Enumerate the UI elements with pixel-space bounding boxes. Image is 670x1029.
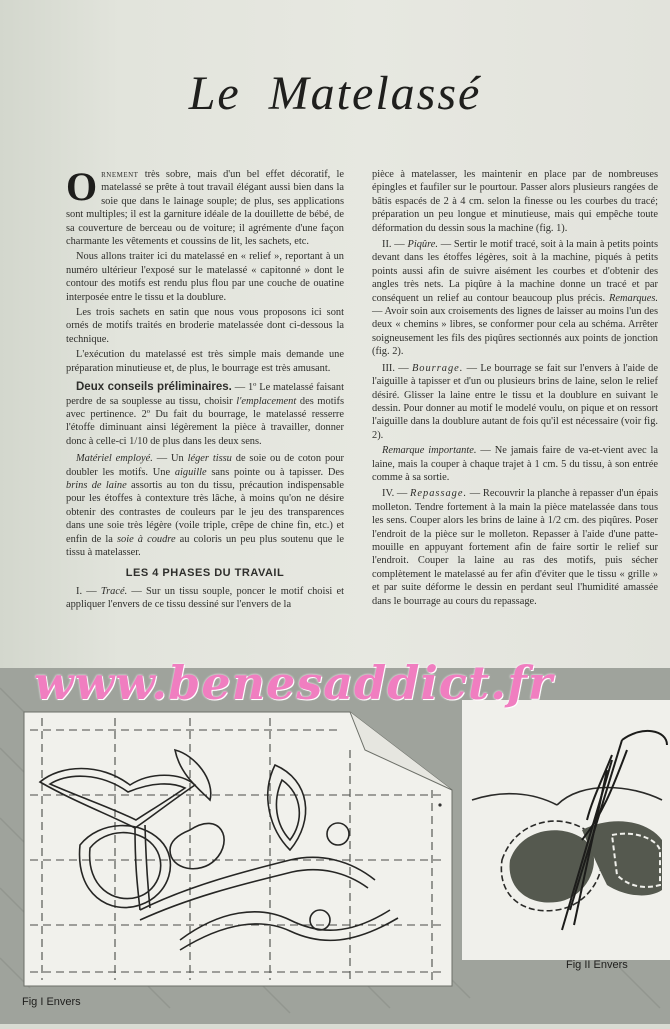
conseils-text-a: — 1º Le matelassé faisant perdre de sa souplesse au tissu, choisir: [66, 382, 344, 407]
intro-smallcaps: rnement: [101, 169, 139, 180]
left-column: [66, 164, 344, 614]
repassage-heading: Repassage.: [410, 488, 468, 500]
figure-2-drawing: [462, 700, 670, 960]
intro-paragraph: [66, 164, 344, 248]
right-column: [372, 168, 658, 610]
trace-number: I. —: [76, 585, 101, 597]
bourrage-number: III. —: [382, 362, 412, 374]
remarque-importante-heading: Remarque importante.: [382, 445, 477, 457]
materiel-text-g: assortis au ton du tissu, précaution indispensable pour les étoffes à contexture très lâche, à moins qu'on ne désire obtenir des contrastes de couleurs par le jeu des transparences dans une soie très légère (voile triple, crêpe de chine fin, etc.) et enfin de la: [66, 479, 344, 545]
repassage-text: — Recouvrir la planche à repasser d'un épais molleton. Tendre fortement à la main la pièce matelassée dans tous les sens. Couper alors les brins de laine à 1/2 cm. des piqûres. Poser l'endroit de la pièce sur le molleton. Repasser à l'aide d'une patte-mouille en appuyant fortement afin de faire sortir le relief sur l'endroit. Couper la laine au ras des motifs, puis sécher complètement le matelassé au fer afin d'éviter que le tissu « grille » et par suite déforme le dessin en perdant seul l'humidité amassée dans le bourrage au cours du repassage.: [372, 488, 659, 607]
materiel-em-soie: soie à coudre: [116, 533, 176, 545]
paragraph-execution: L'exécution du matelassé est très simple mais demande une préparation minutieuse et, de plus, le bourrage est très amusant.: [66, 349, 344, 374]
piqure-number: II. —: [382, 239, 408, 251]
remarques-text: — Avoir soin aux croisements des lignes de laisser au moins l'un des deux « chemins » libres, se conformer pour cela au schéma. Arrêter soigneusement les fils des piqûres sectionnés aux points de jonction (fig. 2).: [372, 306, 658, 358]
paragraph-trace: [66, 585, 344, 612]
trace-text: — Sur un tissu souple, poncer le motif choisi et appliquer l'envers de ce tissu dessiné sur l'envers de la: [66, 585, 344, 611]
watermark-url: www.benesaddict.fr: [34, 656, 554, 710]
repassage-number: IV. —: [382, 488, 411, 500]
remarque-importante-text: — Ne jamais faire de va-et-vient avec la laine, mais la couper à chaque trajet à 1 cm. 5 du tissu, à son entrée comme à sa sortie.: [372, 445, 658, 483]
paragraph-materiel: [66, 452, 344, 559]
paragraph-remarque-importante: [372, 444, 658, 484]
materiel-em-aiguille: aiguille: [174, 466, 207, 478]
remarques-heading: Remarques.: [609, 292, 658, 304]
page-title: [0, 66, 670, 121]
figure-2-svg: [462, 700, 670, 960]
piqure-text: — Sertir le motif tracé, soit à la main à petits points devant dans les étoffes légères, soit à la machine, piqués à petits points aussi afin de suivre aisément les courbes et d'obtenir des angles très nets. La piqûre à la machine donne un tracé et par conséquent un relief au contour beaucoup plus précis.: [372, 239, 658, 304]
title-word-le: Le: [188, 67, 241, 120]
materiel-em-tissu: léger tissu: [187, 453, 232, 465]
materiel-heading: Matériel employé.: [76, 453, 153, 465]
paragraph-continuation: pièce à matelasser, les maintenir en place par de nombreuses épingles et faufiler sur le pourtour. Passer alors plusieurs rangées de bâtis espacés de 2 à 4 cm. selon la finesse ou les courbes du tracé; préparation un peu longue et minutieuse, mais qui empêche toute déformation du dessin sous la machine (fig. 1).: [372, 169, 658, 234]
materiel-text-c: de soie ou de coton pour doubler les motifs. Une: [66, 453, 344, 478]
materiel-text-i: au coloris un peu plus soutenu que le tissu à matelasser.: [66, 533, 344, 558]
paragraph-conseils: [66, 381, 344, 448]
drop-cap: O: [66, 164, 98, 209]
materiel-text-e: sans pointe ou à tapisser. Des: [206, 466, 344, 478]
figure-1-drawing: [20, 710, 460, 988]
paragraph-repassage: [372, 487, 658, 608]
materiel-em-laine: brins de laine: [66, 479, 127, 491]
figure-1-svg: [20, 710, 460, 988]
bourrage-text: — Le bourrage se fait sur l'envers à l'aide de l'aiguille à tapisser et d'un ou plusieurs brins de laine, selon le relief désiré. Glisser la laine entre le tissu et la doublure en suivant le dessin. Pour donner au motif le modelé voulu, on pique et on ressort l'aiguille dans la doublure autant de fois qu'il est nécessaire (voir fig. 2).: [372, 362, 658, 441]
intro-text: très sobre, mais d'un bel effet décoratif, le matelassé se prête à tout travail élégant aussi bien dans la soie que dans le lainage souple; de plus, ses applications sont multiples; il est la garniture idéale de la douillette de bébé, de sa couverture de berceau ou de voiture; il agrémente d'une façon charmante les vêtements et coussins de lit, les sachets, etc.: [66, 169, 344, 248]
paragraph-relief: Nous allons traiter ici du matelassé en « relief », reportant à un numéro ultérieur l'exposé sur le matelassé « capitonné » dont le contour des motifs est rendu plus flou par une couche de ouatine interposée entre le tissu et la doublure.: [66, 251, 344, 303]
conseils-emphasis: l'emplacement: [236, 395, 297, 407]
piqure-heading: Piqûre.: [407, 239, 438, 251]
figure-2-caption: Fig II Envers: [566, 959, 628, 971]
title-word-matelasse: Matelassé: [268, 67, 482, 120]
phases-heading: LES 4 PHASES DU TRAVAIL: [125, 567, 285, 580]
paragraph-piqure: [372, 238, 658, 359]
conseils-heading: Deux conseils préliminaires.: [76, 381, 232, 394]
materiel-text-a: — Un: [152, 453, 188, 465]
bourrage-heading: Bourrage.: [411, 362, 464, 374]
conseils-text-b: des motifs avec pertinence. 2º Du fait du bourrage, le matelassé resserre l'étoffe diminuant ainsi légèrement la pièce à travailler, donner donc à celle-ci 1/10 de plus dans les deux sens.: [66, 395, 344, 447]
paragraph-sachets: Les trois sachets en satin que nous vous proposons ici sont ornés de motifs traités en broderie matelassée dont ci-dessous la technique.: [66, 307, 344, 345]
trace-heading: Tracé.: [100, 585, 128, 597]
figure-1-caption: Fig I Envers: [22, 996, 81, 1008]
paragraph-bourrage: [372, 362, 658, 442]
